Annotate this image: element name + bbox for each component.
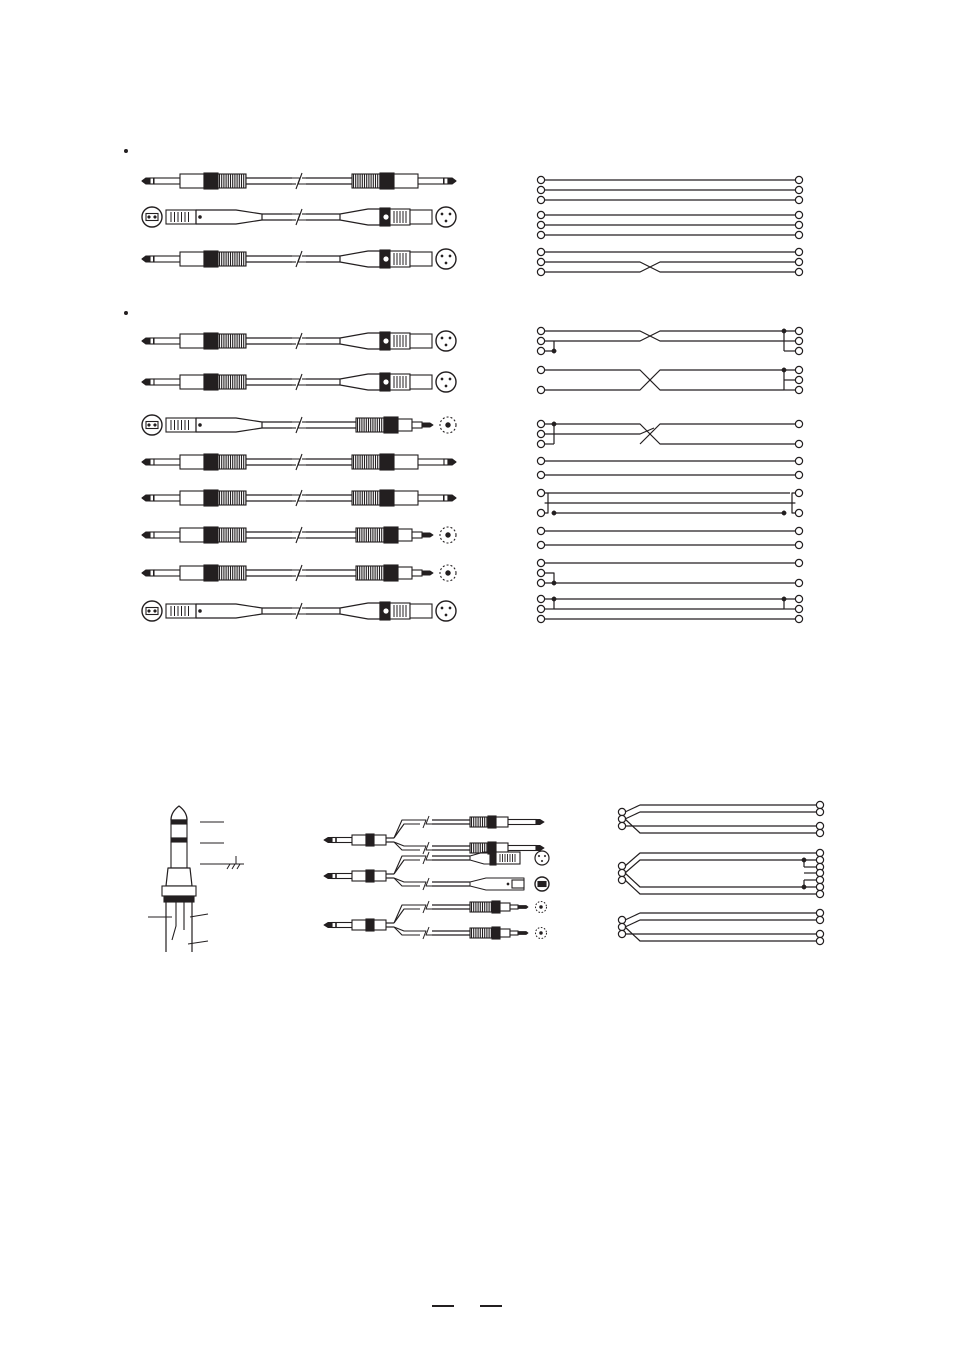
unbalanced-cable-7: [142, 565, 456, 581]
unbalanced-cable-1: [142, 331, 456, 351]
unbalanced-cable-6: [142, 527, 456, 543]
page-number-rule-right: [480, 1305, 502, 1307]
unbalanced-cable-2: [142, 372, 456, 392]
balanced-wiring-1: [537, 176, 802, 203]
insert-wiring-2: [618, 849, 823, 897]
unbalanced-wiring-3: [537, 420, 802, 447]
insert-wiring-1: [618, 801, 823, 836]
unbalanced-cable-8: [142, 601, 456, 621]
unbalanced-cable-4: [142, 454, 456, 470]
insert-y-cable-2: [324, 851, 549, 891]
balanced-cable-1: [142, 173, 456, 189]
page-number-rule-left: [432, 1305, 454, 1307]
unbalanced-wiring-4: [537, 457, 802, 478]
balanced-wiring-2: [537, 211, 802, 238]
balanced-cable-2: [142, 207, 456, 227]
unbalanced-wiring-5: [537, 489, 802, 516]
unbalanced-wiring-1: [537, 327, 802, 354]
insert-y-cable-1: [324, 816, 544, 854]
unbalanced-cable-3: [142, 415, 456, 435]
insert-wiring-3: [618, 909, 823, 944]
unbalanced-wiring-6: [537, 527, 802, 548]
unbalanced-wiring-7: [537, 559, 802, 586]
balanced-wiring-3: [537, 248, 802, 275]
unbalanced-wiring-8: [537, 595, 802, 622]
unbalanced-cable-5: [142, 490, 456, 506]
unbalanced-wiring-2: [537, 366, 802, 393]
insert-y-cable-3: [324, 901, 547, 939]
trs-plug-anatomy: [148, 806, 244, 952]
balanced-cable-3: [142, 249, 456, 269]
